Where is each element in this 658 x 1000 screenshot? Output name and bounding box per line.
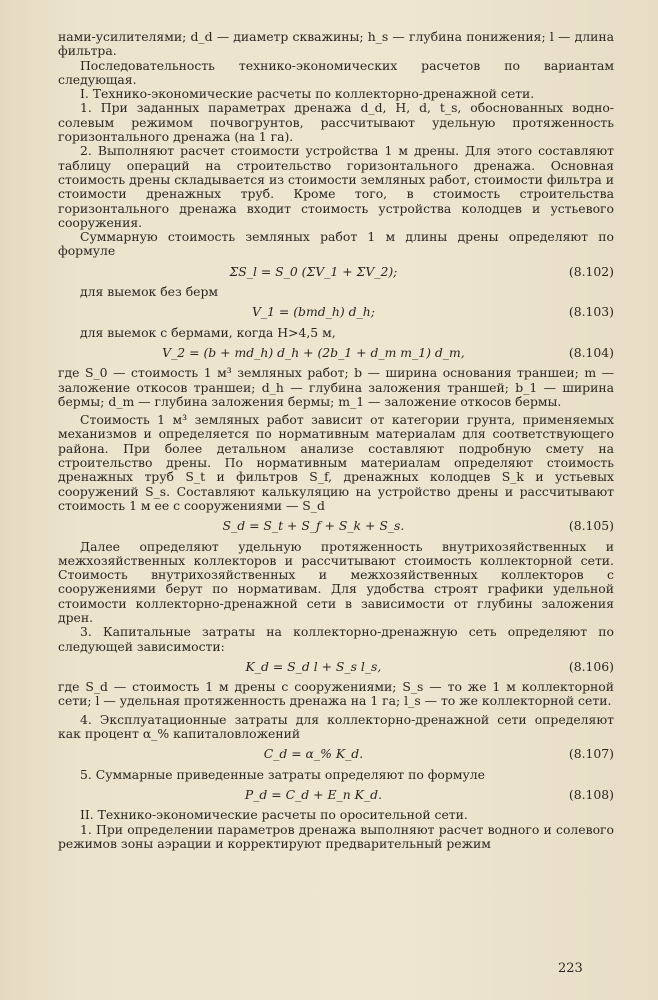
equation-number: (8.105) — [568, 518, 614, 534]
equation-8-107 — [58, 747, 614, 761]
equation-8-103 — [58, 305, 614, 319]
equation-8-104 — [58, 346, 614, 360]
equation-8-108 — [58, 788, 614, 802]
equation-8-105 — [58, 519, 614, 533]
equation-8-102 — [58, 265, 614, 279]
paragraph-6: для выемок без берм — [80, 284, 219, 300]
paragraph-10: Далее определяют удельную протяженность внутрихозяйственных и межхозяйственных коллекторов и рассчитывают стоимость коллекторной сети. Стоимость внутрихозяйственных и межхозяйственных коллекторов с сооружениями берут по нормативам. Для удобства строят графики удельной стоимости коллекторно-дренажной сети в зависимости от глубины заложения дрен. — [58, 538, 614, 625]
equation-number: (8.102) — [568, 263, 614, 279]
section-heading-2: II. Технико-экономические расчеты по оросительной сети. — [80, 807, 468, 823]
equation-expr: S_d = S_t + S_f + S_k + S_s. — [222, 518, 405, 534]
equation-expr: V_2 = (b + md_h) d_h + (2b_1 + d_m m_1) d_m, — [162, 344, 465, 360]
paragraph-0: нами-усилителями; d_d — диаметр скважины; h_s — глубина понижения; l — длина фильтра. — [58, 29, 614, 59]
equation-8-106 — [58, 660, 614, 674]
paragraph-14: 5. Суммарные приведенные затраты определяют по формуле — [80, 766, 485, 782]
equation-expr: V_1 = (bmd_h) d_h; — [251, 304, 375, 320]
equation-expr: ΣS_l = S_0 (ΣV_1 + ΣV_2); — [229, 263, 398, 279]
paragraph-11: 3. Капитальные затраты на коллекторно-дренажную сеть определяют по следующей зависимости: — [58, 624, 614, 654]
paragraph-7: для выемок с бермами, когда H>4,5 м, — [80, 324, 336, 340]
equation-number: (8.108) — [568, 786, 614, 802]
paragraph-4: 2. Выполняют расчет стоимости устройства 1 м дрены. Для этого составляют таблицу операций на строительство горизонтального дренажа. Основная стоимость дрены складывается из стоимости земляных работ, стоимости фильтра и стоимости дренажных труб. Кроме того, в стоимость строительства горизонтального дренажа входит стоимость устройства колодцев и устьевого сооружения. — [58, 143, 614, 230]
paragraph-5: Суммарную стоимость земляных работ 1 м длины дрены определяют по формуле — [58, 229, 614, 259]
equation-expr: C_d = α_% K_d. — [263, 746, 364, 762]
section-heading-1: I. Технико-экономические расчеты по коллекторно-дренажной сети. — [80, 86, 535, 102]
paragraph-3: 1. При заданных параметрах дренажа d_d, H, d, t_s, обоснованных водно-солевым режимом почвогрунтов, рассчитывают удельную протяженность горизонтального дренажа (на 1 га). — [58, 100, 614, 145]
paragraph-13: 4. Эксплуатационные затраты для коллекторно-дренажной сети определяют как процент α_% капиталовложений — [58, 711, 614, 742]
paragraph-1: Последовательность технико-экономических расчетов по вариантам следующая. — [58, 57, 614, 87]
paragraph-9: Стоимость 1 м³ земляных работ зависит от категории грунта, применяемых механизмов и определяется по нормативным материалам для соответствующего района. При более детальном анализе составляют подробную смету на строительство дрены. По нормативным материалам определяют стоимость дренажных труб S_t и фильтров S_f, дренажных колодцев S_k и устьевых сооружений S_s. Составляют калькуляцию на устройство дрены и рассчитывают стоимость 1 м ее с сооружениями — S_d — [58, 412, 614, 513]
equation-expr: K_d = S_d l + S_s l_s, — [245, 658, 382, 674]
paragraph-8: где S_0 — стоимость 1 м³ земляных работ; b — ширина основания траншеи; m — заложение откосов траншеи; d_h — глубина заложения траншей; b_1 — ширина бермы; d_m — глубина заложения бермы; m_1 — заложение откосов бермы. — [58, 365, 614, 409]
paragraph-12: где S_d — стоимость 1 м дрены с сооружениями; S_s — то же 1 м коллекторной сети; l — удельная протяженность дренажа на 1 га; l_s — то же коллекторной сети. — [58, 679, 614, 709]
page-number: 223 — [558, 961, 583, 976]
equation-number: (8.103) — [568, 304, 614, 320]
equation-expr: P_d = C_d + E_n K_d. — [244, 786, 382, 802]
equation-number: (8.104) — [568, 344, 614, 360]
equation-number: (8.107) — [568, 746, 614, 762]
equation-number: (8.106) — [568, 658, 614, 674]
paragraph-16: 1. При определении параметров дренажа выполняют расчет водного и солевого режимов зоны аэрации и корректируют предварительный режим — [58, 821, 614, 851]
